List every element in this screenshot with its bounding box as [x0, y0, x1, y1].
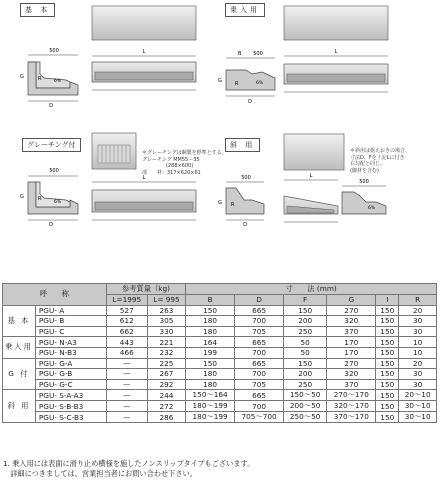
header-name: 呼 称 [3, 284, 107, 306]
header-dims: 寸 法 (mm) [186, 284, 437, 295]
shayo-3d-view [284, 134, 344, 170]
grating-dim-l: L [142, 175, 146, 181]
table-cell: 10 [399, 337, 437, 348]
group-label: 乗入用 [3, 337, 36, 358]
table-cell: 30 [399, 379, 437, 390]
joyo-profile [226, 70, 275, 90]
grating-profile [28, 182, 78, 214]
table-cell: 370 [327, 379, 376, 390]
shayo-dim-slope: 6% [368, 206, 376, 211]
table-cell: 370～170 [327, 412, 376, 423]
table-cell: 244 [147, 390, 185, 401]
product-code: PGU- G-C [35, 379, 106, 390]
joyo-dim-r: R [235, 81, 239, 87]
table-cell: 466 [106, 347, 147, 358]
table-cell: 665 [235, 305, 284, 316]
table-row [3, 412, 437, 423]
table-cell: 150～164 [186, 390, 235, 401]
header-dim-col: B [186, 295, 235, 306]
table-cell: 705 [235, 326, 284, 337]
kihon-profile [28, 62, 78, 95]
table-cell: 199 [186, 347, 235, 358]
table-cell: 700 [235, 347, 284, 358]
table-cell: 150 [376, 379, 399, 390]
kihon-dim-r: R [38, 76, 42, 82]
product-code: PGU- B [35, 316, 106, 327]
table-cell: 665 [235, 390, 284, 401]
grating-bars [98, 145, 130, 163]
table-cell: 150 [376, 347, 399, 358]
table-cell: 180～199 [186, 412, 235, 423]
joyo-dim-d: D [248, 99, 252, 105]
spec-table [2, 283, 437, 423]
table-cell: 705～700 [235, 412, 284, 423]
section-label-joyo: 乗入用 [225, 3, 265, 17]
table-cell: 443 [106, 337, 147, 348]
table-cell: 30～10 [399, 412, 437, 423]
table-cell: — [106, 401, 147, 412]
table-row [3, 358, 437, 369]
table-cell: 263 [147, 305, 185, 316]
table-cell: 270 [327, 305, 376, 316]
table-row [3, 369, 437, 380]
table-cell: 225 [147, 358, 185, 369]
header-weight-col: L=1995 [106, 295, 147, 306]
table-cell: 150 [376, 390, 399, 401]
product-code: PGU- S-C-B3 [35, 412, 106, 423]
product-code: PGU- N-A3 [35, 337, 106, 348]
table-cell: 700 [235, 369, 284, 380]
table-cell: 200～50 [284, 401, 327, 412]
group-label: G 付 [3, 358, 36, 390]
table-cell: 250～50 [284, 412, 327, 423]
table-cell: 221 [147, 337, 185, 348]
table-cell: 305 [147, 316, 185, 327]
header-dim-col: D [235, 295, 284, 306]
table-cell: 250 [284, 379, 327, 390]
table-cell: 270～170 [327, 390, 376, 401]
table-row [3, 316, 437, 327]
table-cell: 150 [376, 337, 399, 348]
group-label: 斜 用 [3, 390, 36, 423]
table-cell: — [106, 358, 147, 369]
header-dim-col: R [399, 295, 437, 306]
table-cell: 200 [284, 316, 327, 327]
table-cell: 50 [284, 347, 327, 358]
shayo-dim-r: R [231, 202, 235, 208]
table-cell: 170 [327, 337, 376, 348]
table-cell: 30～10 [399, 401, 437, 412]
section-label-kihon: 基 本 [20, 3, 55, 17]
table-cell: 320～170 [327, 401, 376, 412]
joyo-3d-view [284, 6, 388, 40]
table-row [3, 326, 437, 337]
table-cell: 250 [284, 326, 327, 337]
product-code: PGU- G-B [35, 369, 106, 380]
table-cell: 170 [327, 347, 376, 358]
joyo-dim-g: G [218, 78, 222, 84]
table-cell: 150 [376, 316, 399, 327]
table-row [3, 401, 437, 412]
table-cell: 150 [376, 401, 399, 412]
table-cell: 700 [235, 401, 284, 412]
table-cell: 330 [147, 326, 185, 337]
kihon-dim-g: G [20, 74, 24, 80]
kihon-dim-l: L [142, 49, 146, 55]
joyo-dim-l: L [334, 49, 338, 55]
joyo-dim-slope: 6% [256, 81, 264, 86]
table-cell: 150 [284, 305, 327, 316]
group-label: 基 本 [3, 305, 36, 337]
table-cell: 320 [327, 316, 376, 327]
header-dim-col: F [284, 295, 327, 306]
grating-dim-500: 500 [49, 168, 59, 174]
table-cell: — [106, 390, 147, 401]
table-cell: 150 [376, 305, 399, 316]
header-dim-col: G [327, 295, 376, 306]
product-code: PGU- C [35, 326, 106, 337]
grating-dim-slope: 6% [54, 200, 62, 205]
shayo-dim-l: L [309, 173, 313, 179]
table-cell: 20～10 [399, 390, 437, 401]
kihon-dim-slope: 6% [54, 79, 62, 84]
header-weight-col: L= 995 [147, 295, 185, 306]
product-code: PGU- A [35, 305, 106, 316]
shayo-dim-500a: 500 [241, 175, 251, 181]
table-cell: 164 [186, 337, 235, 348]
kihon-dim-d: D [49, 103, 53, 109]
header-dim-col: I [376, 295, 399, 306]
table-cell: — [106, 412, 147, 423]
table-cell: 705 [235, 379, 284, 390]
grating-note: ＊グレーチングは鋼製を標準とする。 グレーチング MM55－35 (288×600) 部 材：317×620×61 [142, 150, 227, 176]
table-cell: 272 [147, 401, 185, 412]
table-cell: 180～199 [186, 401, 235, 412]
table-cell: 150 [376, 412, 399, 423]
table-row [3, 347, 437, 358]
table-cell: — [106, 379, 147, 390]
table-row [3, 379, 437, 390]
table-row [3, 390, 437, 401]
shayo-dim-g: G [218, 200, 222, 206]
section-label-grating: グレーチング付 [22, 138, 81, 152]
kihon-dim-500: 500 [49, 48, 59, 54]
table-cell: 30 [399, 369, 437, 380]
table-cell: 180 [186, 316, 235, 327]
table-cell: 527 [106, 305, 147, 316]
table-cell: 10 [399, 347, 437, 358]
table-cell: 180 [186, 379, 235, 390]
table-cell: 30 [399, 326, 437, 337]
table-cell: 150 [376, 369, 399, 380]
table-cell: 232 [147, 347, 185, 358]
kihon-3d-view [92, 6, 196, 40]
table-cell: 270 [327, 358, 376, 369]
table-cell: 267 [147, 369, 185, 380]
table-cell: 150 [376, 358, 399, 369]
table-cell: 180 [186, 369, 235, 380]
section-label-shayo: 斜 用 [225, 138, 260, 152]
table-cell: — [106, 369, 147, 380]
table-cell: 150 [186, 358, 235, 369]
product-code: PGU- S-B-B3 [35, 401, 106, 412]
table-cell: 200 [284, 369, 327, 380]
table-cell: 50 [284, 337, 327, 348]
table-cell: 700 [235, 316, 284, 327]
footnote-1: 1. 乗入用には表面に滑り止め横様を施したノンスリップタイプもございます。 [3, 459, 255, 468]
table-cell: 665 [235, 337, 284, 348]
header-weight: 参考質量（kg) [106, 284, 185, 295]
footnote-2: 詳細につきましては、営業担当者にお問い合わせ下さい。 [3, 469, 197, 478]
shayo-dim-500b: 500 [359, 179, 369, 185]
table-cell: 612 [106, 316, 147, 327]
table-row [3, 337, 437, 348]
table-cell: 370 [327, 326, 376, 337]
table-cell: 150 [186, 305, 235, 316]
table-cell: 150～50 [284, 390, 327, 401]
table-cell: 665 [235, 358, 284, 369]
grating-dim-d: D [49, 222, 53, 228]
table-cell: 30 [399, 316, 437, 327]
table-cell: 292 [147, 379, 185, 390]
table-row [3, 305, 437, 316]
product-code: PGU- G-A [35, 358, 106, 369]
grating-dim-r: R [38, 196, 42, 202]
table-cell: 320 [327, 369, 376, 380]
table-cell: 286 [147, 412, 185, 423]
slope-note: ＊斜用は据えおきの場合、 寸法D、Fを上記Lに付き 右勾配と同じ。 (脚材を含む) [350, 148, 411, 174]
table-cell: 150 [376, 326, 399, 337]
product-code: PGU- N-B3 [35, 347, 106, 358]
table-cell: 180 [186, 326, 235, 337]
table-cell: 20 [399, 358, 437, 369]
table-cell: 662 [106, 326, 147, 337]
table-cell: 20 [399, 305, 437, 316]
grating-dim-g: G [20, 194, 24, 200]
shayo-dim-d: D [243, 222, 247, 228]
table-cell: 150 [284, 358, 327, 369]
joyo-dim-b: B [238, 51, 242, 57]
joyo-dim-500: 500 [253, 51, 263, 57]
product-code: PGU- S-A-A3 [35, 390, 106, 401]
